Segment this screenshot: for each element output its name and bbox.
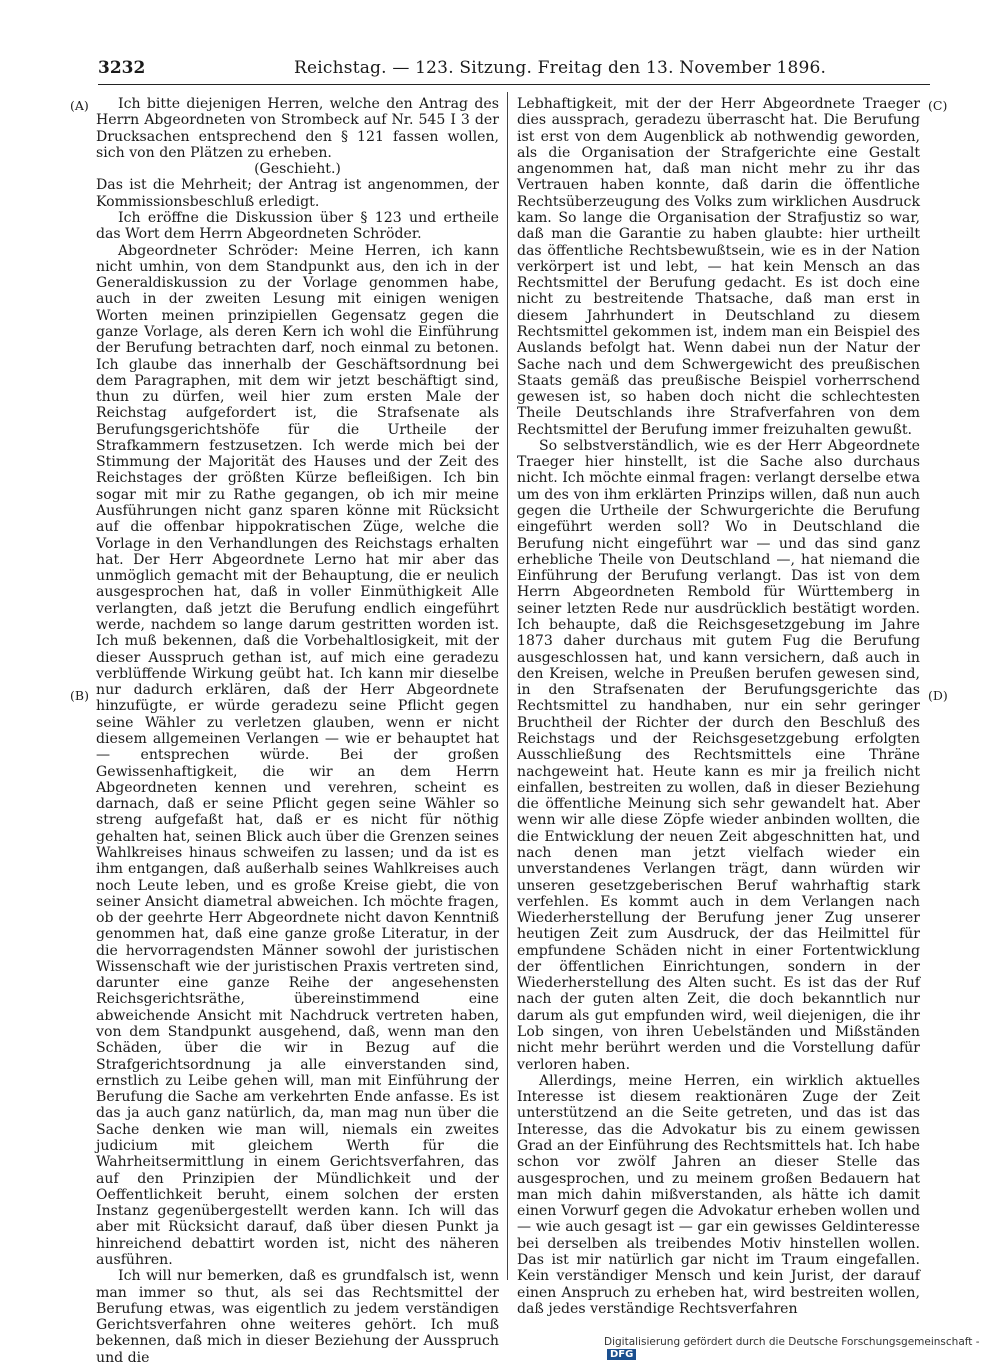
page-number: 3232 <box>98 58 146 78</box>
left-column <box>96 96 499 1366</box>
right-column <box>517 96 920 1317</box>
margin-marker-b: (B) <box>70 688 89 703</box>
paragraph: So selbstverständlich, wie es der Herr Abgeordnete Traeger hier hinstellt, ist die Sache also durchaus nicht. Ich möchte einmal fragen: verlangt derselbe etwa um des von ihm erklärten Prinzips willen, daß nun auch gegen die Urtheile der Schwurgerichte die Berufung eingeführt werden soll? Wo in Deutschland die Berufung nicht eingeführt war — und das sind ganz erhebliche Theile von Deutschland —, hat niemand die Einführung der Berufung verlangt. Das ist von dem Herrn Abgeordneten Rembold für Württemberg in seiner letzten Rede nur ausdrücklich bestätigt worden. Ich behaupte, daß die Reichsgesetzgebung im Jahre 1873 daher durchaus mit gutem Fug die Berufung ausgeschlossen hat, und kann versichern, daß auch in den Kreisen, welche in Preußen berufen gewesen sind, in den Strafsenaten der Berufungsgerichte das Rechtsmittel zu handhaben, nur ein sehr geringer Bruchtheil der Richter der durch den Beschluß des Reichstags und der Reichsgesetzgebung erfolgten Ausschließung des Rechtsmittels eine Thräne nachgeweint hat. Heute kann es mir ja freilich nicht einfallen, bestreiten zu wollen, daß in dieser Beziehung die öffentliche Meinung sich sehr gewandelt hat. Aber wenn wir alle diese Zöpfe wieder anbinden wollten, die die Entwicklung der neuen Zeit abgeschnitten hat, und nach denen man jetzt vielfach wieder ein unverstandenes Verlangen trägt, dann würden wir unseren gesetzgeberischen Beruf wahrhaftig stark verfehlen. Es kommt auch in dem Verlangen nach Wiederherstellung der Berufung jener Zug unserer heutigen Zeit zum Ausdruck, der das Heilmittel für empfundene Schäden nicht in einer Fortentwicklung der öffentlichen Einrichtungen, sondern in der Wiederherstellung des Alten sucht. Es ist das der Ruf nach der guten alten Zeit, die doch bekanntlich nur darum als gut empfunden wird, weil diejenigen, die ihr Lob singen, von ihren Uebelständen und Mißständen nicht mehr berührt werden und die Vorstellung dafür verloren haben. <box>517 437 920 1073</box>
margin-marker-c: (C) <box>928 98 948 113</box>
footer-credit: Digitalisierung gefördert durch die Deutsche Forschungsgemeinschaft - <box>604 1336 980 1348</box>
paragraph: Das ist die Mehrheit; der Antrag ist angenommen, der Kommissionsbeschluß erledigt. <box>96 177 499 210</box>
paragraph: Lebhaftigkeit, mit der der Herr Abgeordnete Traeger dies aussprach, geradezu überrascht hat. Die Berufung ist erst von dem Augenblick ab nothwendig geworden, als die Organisation der Strafgerichte eine Gestalt angenommen hat, daß man nicht mehr zu ihr das Vertrauen haben konnte, daß darin die öffentliche Rechtsüberzeugung des Volks zum wirklichen Ausdruck kam. So lange die Organisation der Strafjustiz so war, daß man die Garantie zu haben glaubte: hier urtheilt das öffentliche Rechtsbewußtsein, wie es in der Nation verkörpert ist und lebt, — hat kein Mensch an das Rechtsmittel der Berufung gedacht. Es ist doch eine nicht zu bestreitende Thatsache, daß man erst in diesem Jahrhundert in Deutschland zu diesem Rechtsmittel gekommen ist, indem man ein Beispiel des Auslands befolgt hat. Wenn dabei nun der Natur der Sache nach und dem Schwergewicht des preußischen Staats gemäß das preußische Beispiel vorherrschend gewesen ist, so haben doch nicht die schlechtesten Theile Deutschlands ihre Strafverfahren von dem Rechtsmittel der Berufung immer freizuhalten gewußt. <box>517 96 920 438</box>
paragraph: Abgeordneter Schröder: Meine Herren, ich kann nicht umhin, von dem Standpunkt aus, den ich in der Generaldiskussion zu der Vorlage genommen habe, auch in der zweiten Lesung mit einigen wenigen Worten meinen prinzipiellen Gegensatz gegen die ganze Vorlage, als deren Kern ich wohl die Einführung der Berufung betrachten darf, noch einmal zu betonen. Ich glaube das innerhalb der Geschäftsordnung bei dem Paragraphen, mit dem wir jetzt beschäftigt sind, thun zu dürfen, weil hier zum ersten Male der Reichstag aufgefordert ist, die Strafsenate als Berufungsgerichtshöfe für die Urtheile der Strafkammern festzusetzen. Ich werde mich bei der Stimmung der Majorität des Hauses und der Zeit des Reichstages der größten Kürze befleißigen. Ich bin sogar mit mir zu Rathe gegangen, ob ich mir meine Ausführungen nicht ganz sparen könne mit Rücksicht auf die offenbar hippokratischen Züge, welche die Vorlage in den Verhandlungen des Reichstags erhalten hat. Der Herr Abgeordnete Lerno hat mir aber das unmöglich gemacht mit der Behauptung, die er neulich ausgesprochen hat, daß in voller Einmüthigkeit Alle verlangten, daß jetzt die Berufung endlich eingeführt werde, nachdem so lange darum gestritten worden ist. Ich muß bekennen, daß die Vorbehaltlosigkeit, mit der dieser Ausspruch gethan ist, auf mich eine geradezu verblüffende Wirkung geübt hat. Ich kann mir dieselbe nur dadurch erklären, daß der Herr Abgeordnete hinzufügte, er würde geradezu seine Pflicht gegen seine Wähler zu verletzen glauben, wenn er nicht diesem allgemeinen Verlangen — wie er behauptet hat — entsprechen würde. Bei der großen Gewissenhaftigkeit, die wir an dem Herrn Abgeordneten kennen und verehren, scheint es darnach, daß er seine Pflicht gegen seine Wähler so streng aufgefaßt hat, daß er es nicht für nöthig gehalten hat, seinen Blick auch über die Grenzen seines Wahlkreises hinaus schweifen zu lassen; und da ist es ihm entgangen, daß außerhalb seines Wahlkreises auch noch Leute leben, und es große Kreise giebt, die von seiner Ansicht diametral abweichen. Ich möchte fragen, ob der geehrte Herr Abgeordnete nicht davon Kenntniß genommen hat, daß eine ganze große Literatur, in der die hervorragendsten Männer sowohl der juristischen Wissenschaft wie der juristischen Praxis vertreten sind, darunter eine ganze Reihe der angesehensten Reichsgerichtsräthe, übereinstimmend eine abweichende Ansicht mit Nachdruck vertreten haben, von dem Standpunkt ausgehend, daß, wenn man den Schäden, über die wir in Bezug auf die Strafgerichtsordnung ja alle einverstanden sind, ernstlich zu Leibe gehen will, man mit Einführung der Berufung die Sache am verkehrten Ende anfasse. Es ist das ja auch ganz natürlich, da, man mag nun über die Sache denken wie man will, niemals ein zweites judicium mit gleichem Werth für die Wahrheitsermittlung in einem Gerichtsverfahren, das auf den Prinzipien der Mündlichkeit und der Oeffentlichkeit beruht, einem solchen der ersten Instanz gegenübergestellt werden kann. Ich will das aber mit Rücksicht darauf, daß über diesen Punkt ja hinreichend debattirt worden ist, nicht des näheren ausführen. <box>96 242 499 1268</box>
margin-marker-a: (A) <box>70 98 89 113</box>
column-divider <box>507 92 508 1280</box>
paragraph: Ich will nur bemerken, daß es grundfalsch ist, wenn man immer so thut, als sei das Rechtsmittel der Berufung etwas, was eigentlich zu jedem verständigen Gerichtsverfahren ohne weiteres gehört. Ich muß bekennen, daß mich in dieser Beziehung der Ausspruch und die <box>96 1268 499 1366</box>
paragraph: (Geschieht.) <box>254 161 341 178</box>
dfg-logo: DFG <box>607 1349 636 1360</box>
paragraph: Ich bitte diejenigen Herren, welche den Antrag des Herrn Abgeordneten von Strombeck auf Nr. 545 I 3 der Drucksachen entsprechend den § 121 fassen wollen, sich von den Plätzen zu erheben. <box>96 96 499 161</box>
page-header <box>98 58 938 82</box>
margin-marker-d: (D) <box>928 688 948 703</box>
paragraph: Allerdings, meine Herren, ein wirklich aktuelles Interesse ist diesem reaktionären Zuge der Zeit unterstützend an die Seite getreten, und das ist das Interesse, das die Advokatur bis zu einem gewissen Grad an der Einführung des Rechtsmittels hat. Ich habe schon vor zwölf Jahren an dieser Stelle das ausgesprochen, und zu meinem großen Bedauern hat man mich dahin mißverstanden, als hätte ich damit einen Vorwurf gegen die Advokatur erheben wollen und — wie auch gesagt ist — gar ein gewisses Geldinteresse bei derselben als treibendes Motiv hinstellen wollen. Das ist mir natürlich gar nicht im Traum eingefallen. Kein verständiger Mensch und kein Jurist, der darauf einen Anspruch zu erheben hat, wird bestreiten wollen, daß jedes verständige Rechtsverfahren <box>517 1072 920 1317</box>
footer <box>604 1336 1000 1360</box>
paragraph: Ich eröffne die Diskussion über § 123 und ertheile das Wort dem Herrn Abgeordneten Schröder. <box>96 209 499 243</box>
running-title: Reichstag. — 123. Sitzung. Freitag den 13. November 1896. <box>294 58 827 78</box>
header-rule <box>98 84 930 85</box>
